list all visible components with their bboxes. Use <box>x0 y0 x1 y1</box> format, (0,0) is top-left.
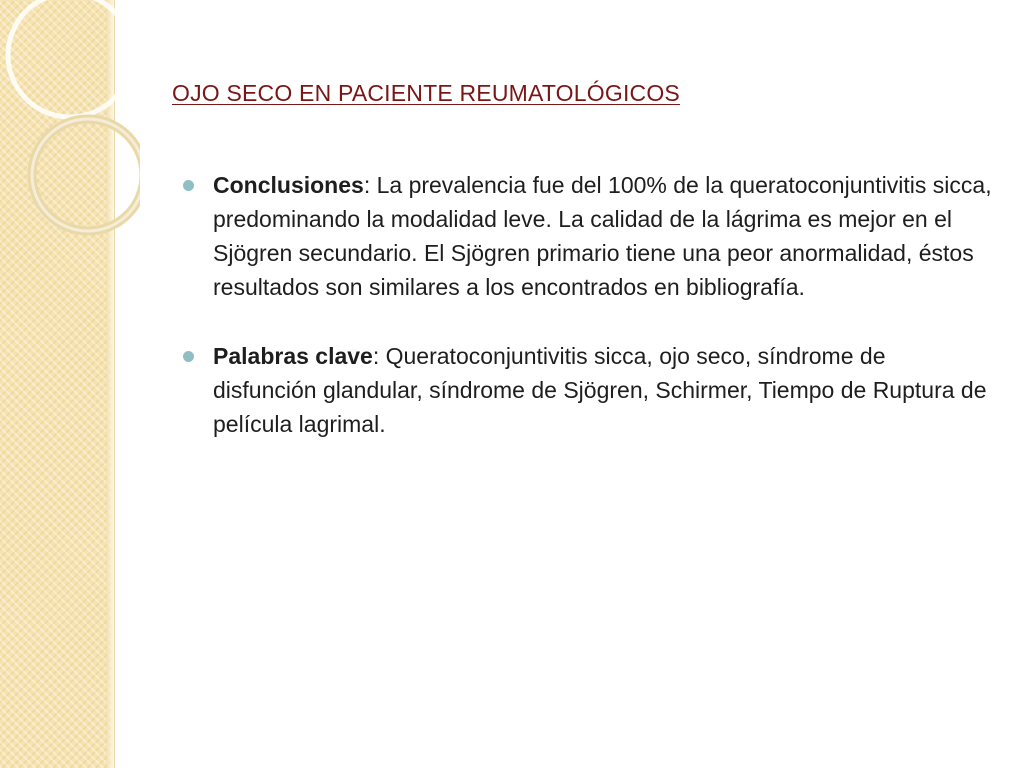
bullet-item-palabras-clave <box>180 339 995 441</box>
bullet-term: Conclusiones <box>213 172 364 198</box>
bullet-dot-icon <box>183 351 194 362</box>
bullet-separator: : <box>372 343 380 369</box>
bullet-separator: : <box>363 172 371 198</box>
bullet-text: Queratoconjuntivitis sicca, ojo seco, síndrome de disfunción glandular, síndrome de Sjögren, Schirmer, Tiempo de Ruptura de película lagrimal. <box>213 343 987 437</box>
bullet-term: Palabras clave <box>213 343 373 369</box>
decorative-rings <box>0 0 140 260</box>
slide-title: OJO SECO EN PACIENTE REUMATOLÓGICOS <box>172 80 680 106</box>
bullet-text: La prevalencia fue del 100% de la queratoconjuntivitis sicca, predominando la modalidad leve. La calidad de la lágrima es mejor en el Sjögren secundario. El Sjögren primario tiene una peor anormalidad, éstos resultados son similares a los encontrados en bibliografía. <box>213 172 992 300</box>
bullet-dot-icon <box>183 180 194 191</box>
decorative-ring-large <box>8 0 132 117</box>
bullet-item-conclusiones <box>180 168 995 304</box>
bullet-list <box>180 168 995 476</box>
